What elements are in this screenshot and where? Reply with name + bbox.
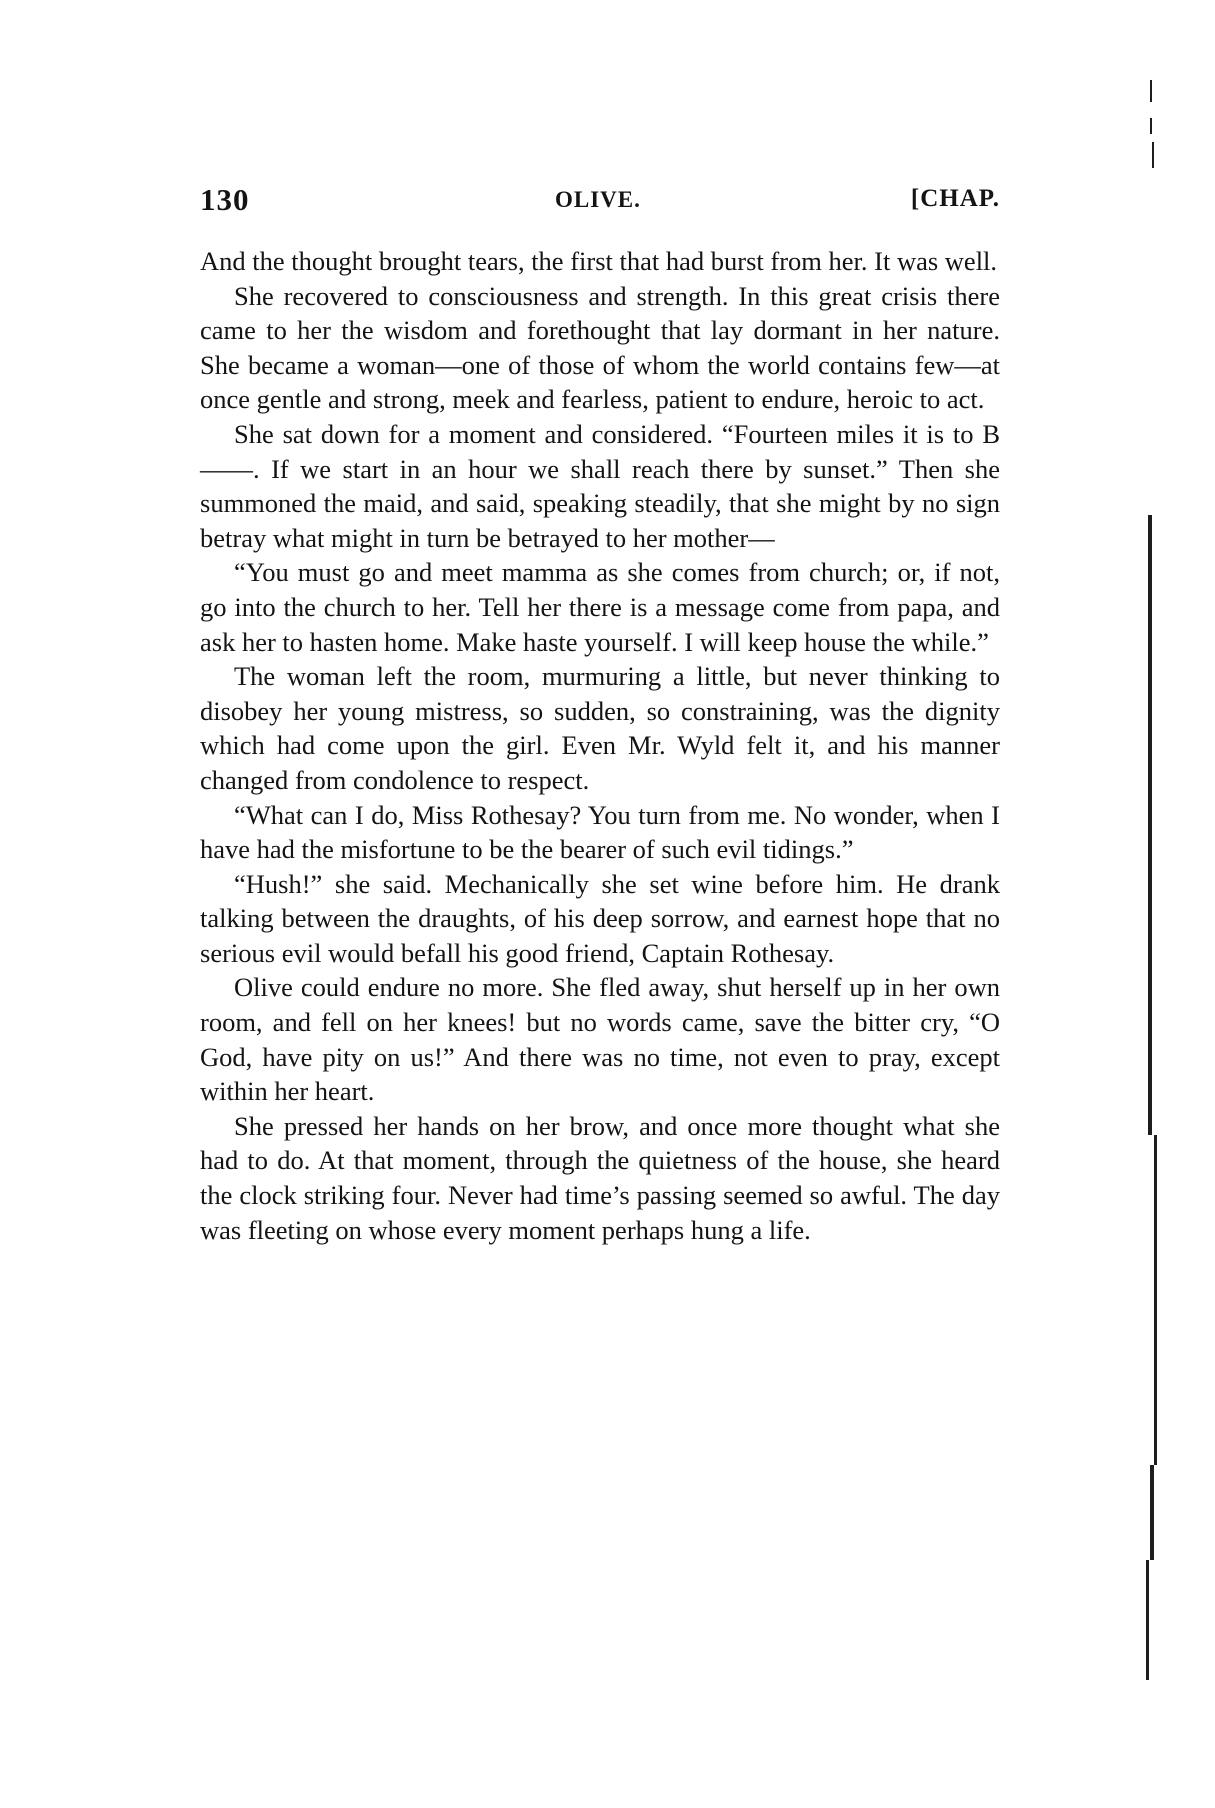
page-edge-mark bbox=[1150, 1465, 1154, 1560]
page-edge-mark bbox=[1150, 80, 1152, 102]
paragraph: And the thought brought tears, the first that had burst from her. It was well. bbox=[200, 246, 998, 276]
page-edge-mark bbox=[1148, 515, 1152, 1135]
body-text bbox=[200, 244, 1000, 1247]
paragraph: She sat down for a moment and considered. “Fourteen miles it is to B——. If we start in an hour we shall reach there by sunset.” Then she summoned the maid, and said, speaking steadily, that she might by no sign betray what might in turn be betrayed to her mother— bbox=[200, 418, 1000, 553]
paragraph: Olive could endure no more. She fled away, shut herself up in her own room, and fell on her knees! but no words came, save the bitter cry, “O God, have pity on us!” And there was no time, not even to pray, except within her heart. bbox=[200, 972, 1000, 1107]
page-edge-mark bbox=[1152, 142, 1154, 168]
page-header bbox=[200, 182, 1000, 222]
page-number: 130 bbox=[200, 182, 250, 217]
paragraph: The woman left the room, murmuring a little, but never thinking to disobey her young mistress, so sudden, so constraining, was the dignity which had come upon the girl. Even Mr. Wyld felt it, and his manner changed from condolence to respect. bbox=[200, 661, 1000, 795]
paragraph: “You must go and meet mamma as she comes from church; or, if not, go into the church to her. Tell her there is a message come from papa, and ask her to hasten home. Make haste yourself. I will keep house the while.” bbox=[200, 557, 1000, 657]
paragraph: She pressed her hands on her brow, and once more thought what she had to do. At that moment, through the quietness of the house, she heard the clock striking four. Never had time’s passing seemed so awful. The day was fleeting on whose every moment perhaps hung a life. bbox=[200, 1110, 1000, 1245]
paragraph: She recovered to consciousness and strength. In this great crisis there came to her the wisdom and forethought that lay dormant in her nature. She became a woman—one of those of whom the world contains few—at once gentle and strong, meek and fearless, patient to endure, heroic to act. bbox=[200, 280, 1000, 415]
paragraph: “What can I do, Miss Rothesay? You turn from me. No wonder, when I have had the misfortune to be the bearer of such evil tidings.” bbox=[200, 799, 1000, 865]
page-edge-mark bbox=[1150, 118, 1152, 134]
running-title: OLIVE. bbox=[555, 187, 641, 212]
paragraph: “Hush!” she said. Mechanically she set wine before him. He drank talking between the draughts, of his deep sorrow, and earnest hope that no serious evil would befall his good friend, Captain Rothesay. bbox=[200, 868, 1000, 968]
chapter-label: [CHAP. bbox=[910, 185, 1000, 212]
page-edge-mark bbox=[1154, 1135, 1157, 1465]
page-edge-mark bbox=[1146, 1560, 1149, 1680]
